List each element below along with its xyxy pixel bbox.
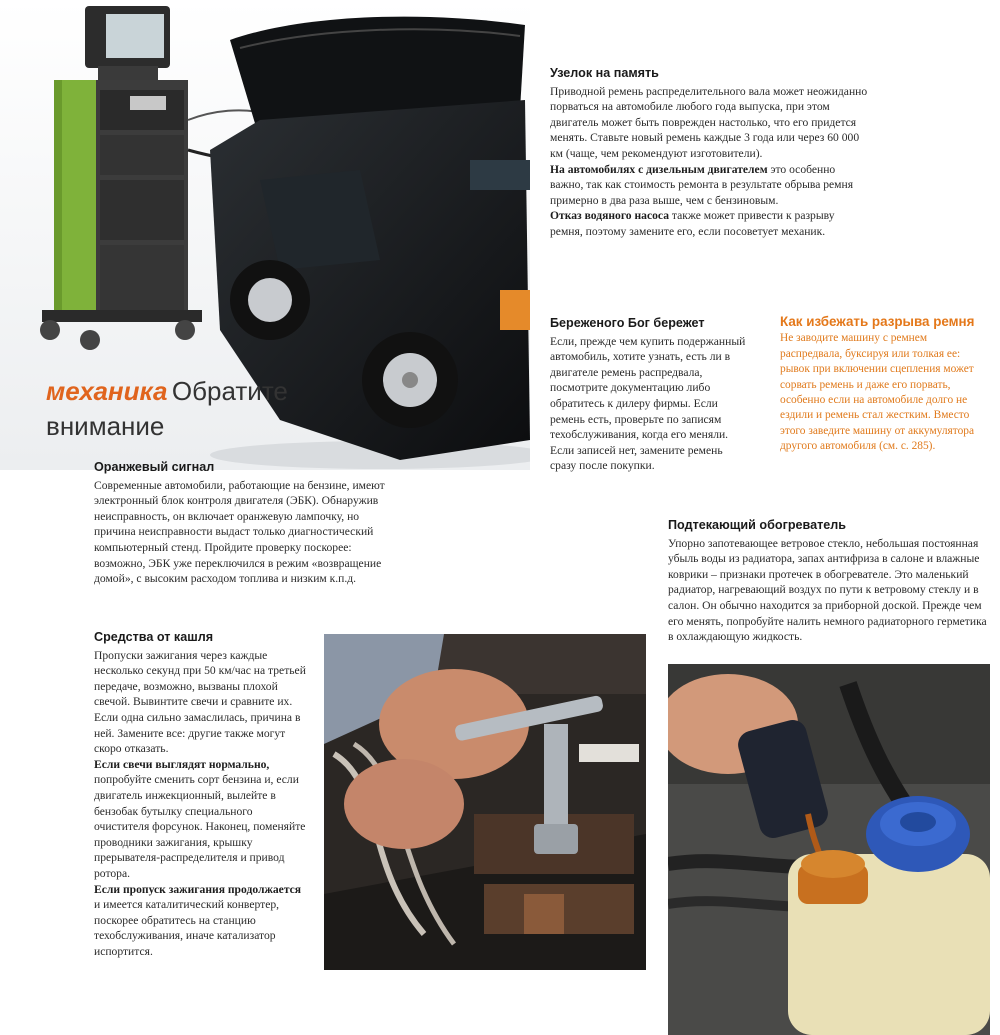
cough-plugs-lead: Если свечи выглядят нормально,	[94, 757, 270, 771]
cough-paragraph-2	[94, 757, 309, 882]
memo-pump-text: также может привести к разрыву ремня, поэтому замените его, если посоветует механик.	[550, 209, 835, 238]
memo-paragraph-2	[550, 162, 870, 209]
radiator-sealant-photo	[668, 664, 990, 1035]
cough-paragraph-1: Пропуски зажигания через каждые несколько секунд при 50 км/час на третьей передаче, возможно, вызваны плохой свечой. Вывинтите свечи и сравните их. Если одна сильно замаслилась, причина в ней. Замените все: другие также могут скоро отказать.	[94, 648, 306, 756]
belt-tip-box	[780, 314, 990, 455]
belt-tip-body: Не заводите машину с ремнем распредвала, буксируя или толкая ее: рывок при включении сцепления может сорвать ремень и даже его порвать, особенно если на автомобиле долго не ездили и ремень стал жестким. Вместо этого заведите машину от аккумулятора другого автомобиля (см. с. 285).	[780, 332, 975, 453]
section-title	[46, 376, 376, 446]
memo-paragraph-1: Приводной ремень распределительного вала может неожиданно порваться на автомобиле любого года выпуска, при этом двигатель может быть поврежден настолько, что его придется менять. Ставьте новый ремень каждые 3 года или через 60 000 км (чаще, чем рекомендуют изготовители).	[550, 84, 868, 160]
orange-signal-article	[94, 460, 394, 587]
cough-paragraph-3	[94, 882, 309, 960]
cough-misfire-lead: Если пропуск зажигания продолжается	[94, 882, 302, 896]
memo-diesel-text: это особенно важно, так как стоимость ремонта в результате обрыва ремня примерно в два раза выше, чем с бензиновым.	[550, 162, 854, 207]
cough-article	[94, 630, 309, 959]
heater-heading: Подтекающий обогреватель	[668, 518, 847, 532]
heater-body: Упорно запотевающее ветровое стекло, небольшая постоянная убыль воды из радиатора, запах антифриза в салоне и влажные коврики – признаки протечек в обогревателе. Это маленький радиатор, нагревающий воздух по пути к ветровому стеклу и в салон. Он обычно находится за приборной доской. Прежде чем его менять, попробуйте налить немного радиаторного герметика в охлаждающую жидкость.	[668, 536, 987, 644]
memo-heading: Узелок на память	[550, 66, 659, 80]
careful-heading: Береженого Бог бережет	[550, 316, 705, 330]
orange-signal-body: Современные автомобили, работающие на бензине, имеют электронный блок контроля двигателя (ЭБК). Обнаружив неисправность, он включает оранжевую лампочку, но причина неисправности выдаст только диагностический компьютерный стенд. Пройдите проверку поскорее: возможно, ЭБК уже переключился в режим «возвращение домой», с высоким расходом топлива и низким к.п.д.	[94, 478, 385, 586]
memo-paragraph-3	[550, 208, 870, 239]
belt-tip-heading: Как избежать разрыва ремня	[780, 314, 975, 329]
memo-article	[550, 66, 870, 240]
section-kicker: механика	[46, 376, 168, 406]
cough-heading: Средства от кашля	[94, 630, 214, 644]
memo-diesel-lead: На автомобилях с дизельным двигателем	[550, 162, 768, 176]
orange-signal-heading: Оранжевый сигнал	[94, 460, 215, 474]
section-title-rest: Обратите внимание	[46, 376, 288, 441]
cough-plugs-text: попробуйте сменить сорт бензина и, если двигатель инжекционный, вылейте в бензобак бутылку специального очистителя форсунок. Наконец, поменяйте проводники зажигания, крышку прерывателя-распределителя и привод ротора.	[94, 773, 306, 880]
careful-body: Если, прежде чем купить подержанный автомобиль, хотите узнать, есть ли в двигателе ремень распредвала, посмотрите документацию либо обратитесь к дилеру фирмы. Если ремень есть, проверьте по записям техобслуживания, когда его меняли. Если записей нет, замените ремень сразу после покупки.	[550, 334, 746, 473]
heater-article	[668, 518, 990, 645]
cough-misfire-text: и имеется каталитический конвертер, поскорее обратитесь на станцию техобслуживания, иначе катализатор испортится.	[94, 898, 280, 958]
careful-article	[550, 316, 750, 474]
spark-plug-photo	[324, 634, 646, 970]
memo-pump-lead: Отказ водяного насоса	[550, 209, 670, 223]
